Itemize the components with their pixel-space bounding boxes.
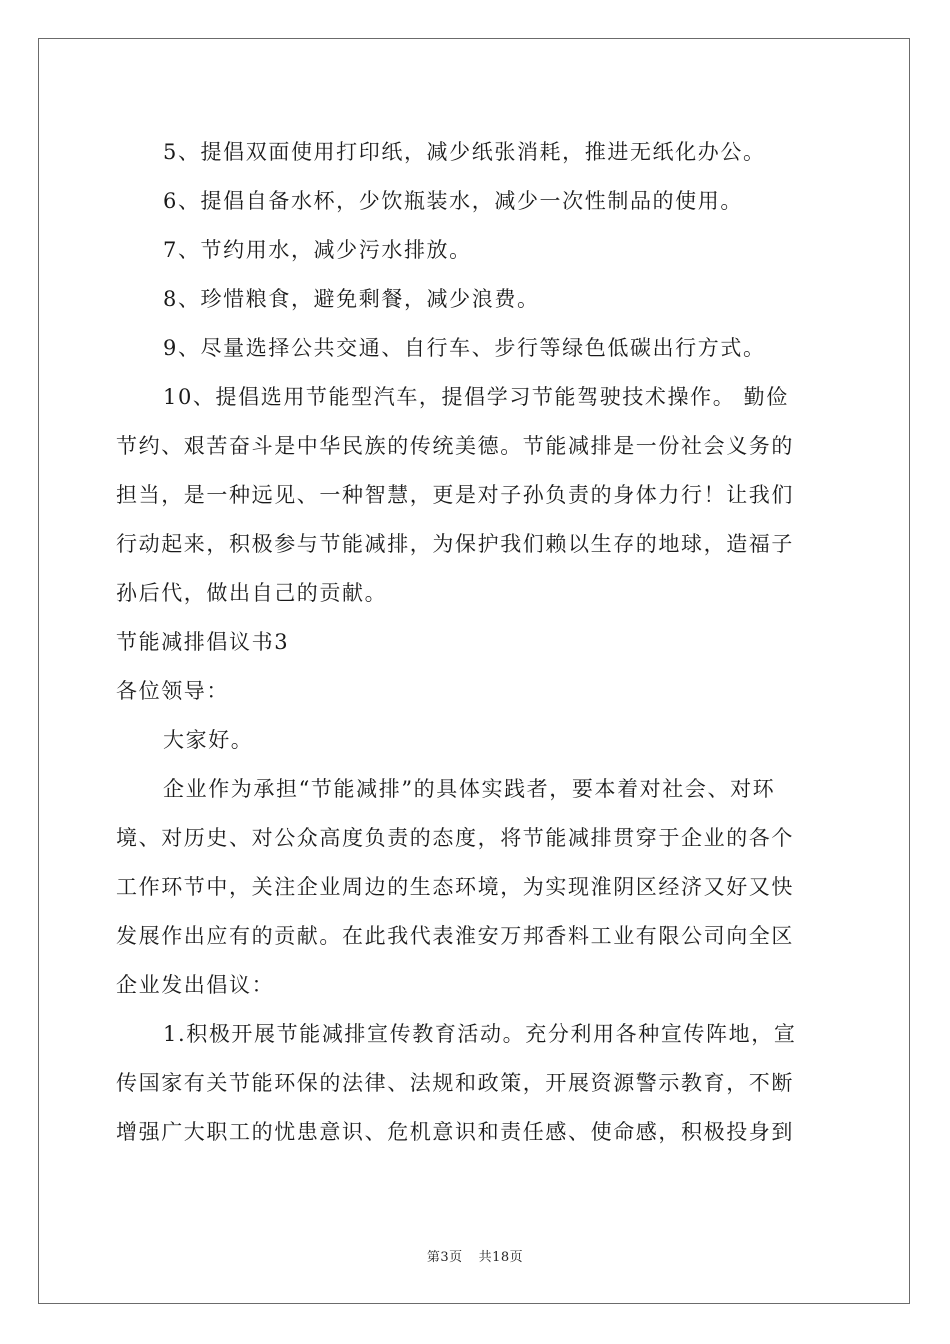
text-line: 6、提倡自备水杯，少饮瓶装水，减少一次性制品的使用。 <box>163 189 743 213</box>
page-number: 第3页 <box>426 1250 463 1265</box>
section-title: 节能减排倡议书3 <box>116 630 290 654</box>
text-line: 10、提倡选用节能型汽车，提倡学习节能驾驶技术操作。 勤俭 <box>163 385 789 409</box>
text-line: 工作环节中，关注企业周边的生态环境，为实现淮阴区经济又好又快 <box>116 875 794 899</box>
page-total: 共18页 <box>478 1250 524 1265</box>
text-line: 1.积极开展节能减排宣传教育活动。充分利用各种宣传阵地，宣 <box>163 1022 797 1046</box>
page-footer <box>0 1246 950 1265</box>
text-line: 8、珍惜粮食，避免剩餐，减少浪费。 <box>163 287 540 311</box>
text-line: 发展作出应有的贡献。在此我代表淮安万邦香料工业有限公司向全区 <box>116 924 794 948</box>
text-line: 7、节约用水，减少污水排放。 <box>163 238 472 262</box>
text-line: 9、尽量选择公共交通、自行车、步行等绿色低碳出行方式。 <box>163 336 766 360</box>
text-line: 担当，是一种远见、一种智慧，更是对子孙负责的身体力行！让我们 <box>116 483 794 507</box>
text-line: 增强广大职工的忧患意识、危机意识和责任感、使命感，积极投身到 <box>116 1120 794 1144</box>
text-line: 企业作为承担“节能减排”的具体实践者，要本着对社会、对环 <box>163 777 776 801</box>
document-body <box>116 128 832 1157</box>
text-line: 孙后代，做出自己的贡献。 <box>116 581 388 605</box>
greeting: 大家好。 <box>163 728 254 752</box>
text-line: 企业发出倡议： <box>116 973 275 997</box>
text-line: 节约、艰苦奋斗是中华民族的传统美德。节能减排是一份社会义务的 <box>116 434 794 458</box>
text-line: 境、对历史、对公众高度负责的态度，将节能减排贯穿于企业的各个 <box>116 826 794 850</box>
salutation: 各位领导： <box>116 679 229 703</box>
text-line: 5、提倡双面使用打印纸，减少纸张消耗，推进无纸化办公。 <box>163 140 766 164</box>
text-line: 传国家有关节能环保的法律、法规和政策，开展资源警示教育，不断 <box>116 1071 794 1095</box>
text-line: 行动起来，积极参与节能减排，为保护我们赖以生存的地球，造福子 <box>116 532 794 556</box>
